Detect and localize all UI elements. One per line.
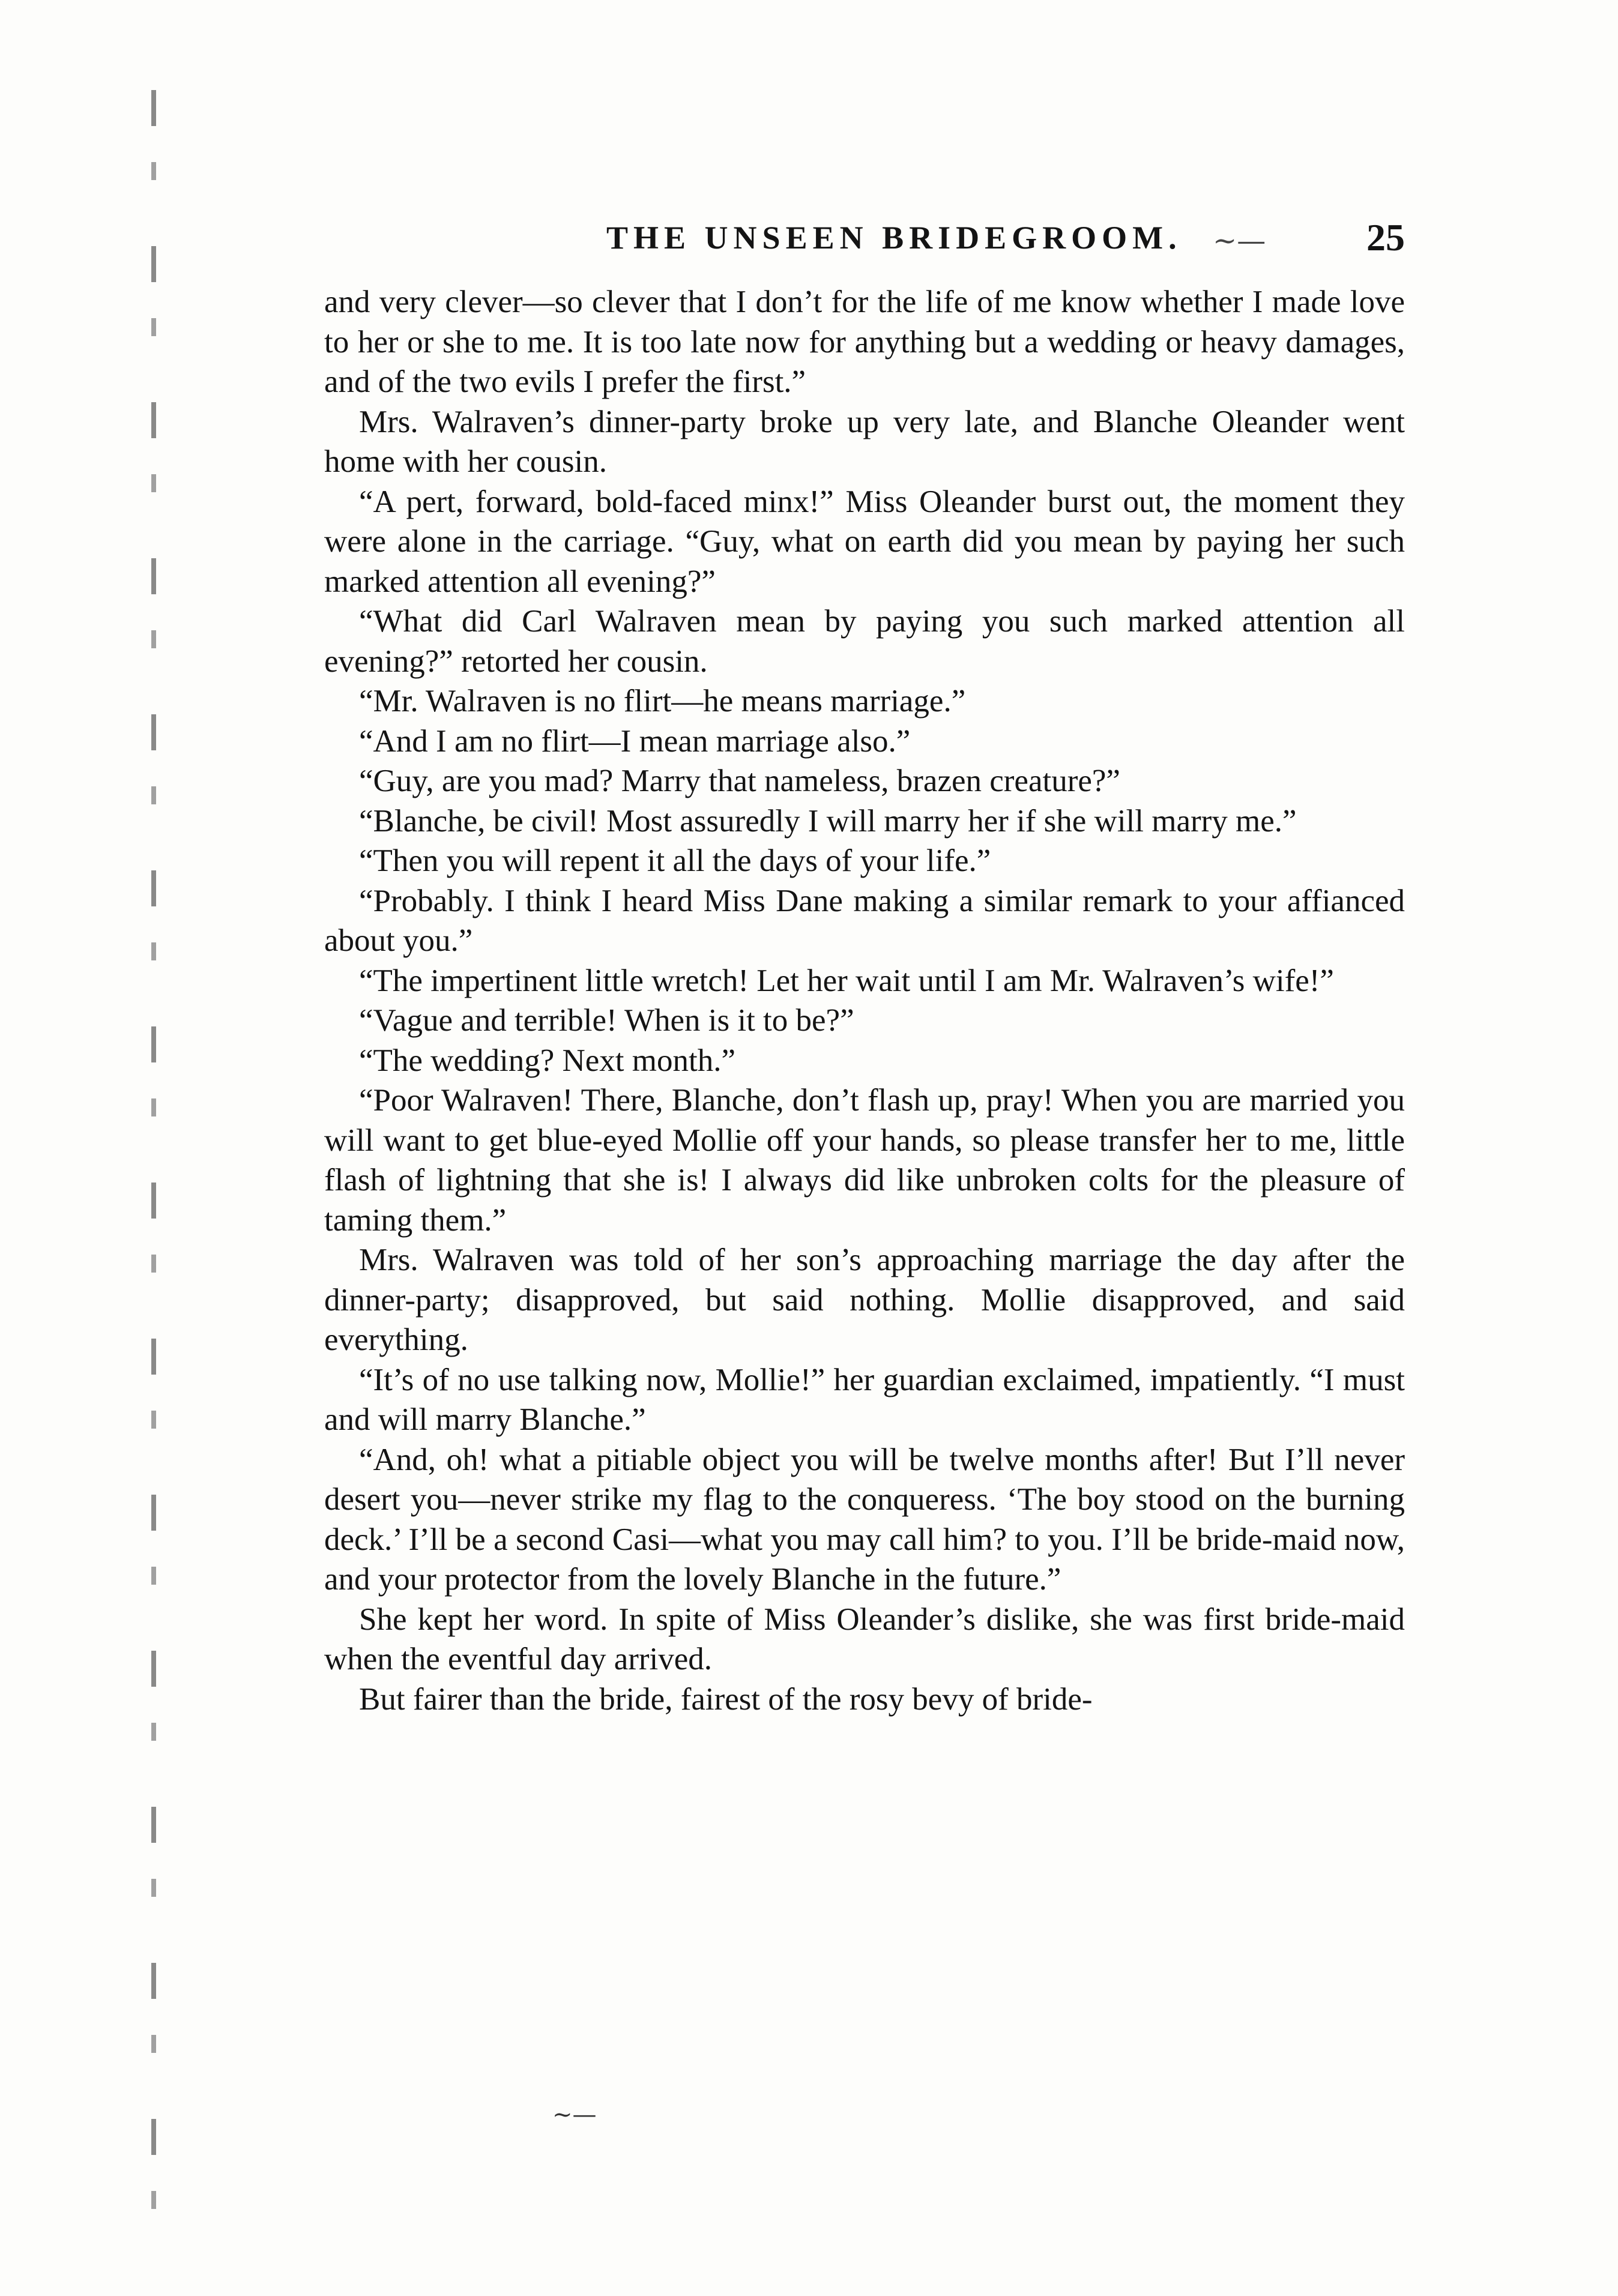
- body-text: [324, 282, 1405, 1719]
- paragraph-14: “Poor Walraven! There, Blanche, don’t flash up, pray! When you are married you will want to get blue-eyed Mollie off your hands, so please transfer her to me, little flash of lightning that she is! I always did like unbroken colts for the pleasure of taming them.”: [324, 1083, 1405, 1238]
- paragraph-2: Mrs. Walraven’s dinner-party broke up very late, and Blanche Oleander went home with her cousin.: [324, 404, 1405, 479]
- page-number: 25: [1366, 216, 1405, 259]
- paragraph-5: “Mr. Walraven is no flirt—he means marriage.”: [359, 684, 966, 719]
- paragraph-10: “Probably. I think I heard Miss Dane making a similar remark to your affianced about you.”: [324, 883, 1405, 958]
- paragraph-16: “It’s of no use talking now, Mollie!” her guardian exclaimed, impatiently. “I must and will marry Blanche.”: [324, 1362, 1405, 1437]
- paragraph-12: “Vague and terrible! When is it to be?”: [359, 1003, 854, 1038]
- ornament-icon: ~—: [1213, 224, 1266, 258]
- paragraph-11: “The impertinent little wretch! Let her wait until I am Mr. Walraven’s wife!”: [359, 963, 1334, 998]
- running-title: THE UNSEEN BRIDEGROOM.: [606, 220, 1182, 256]
- paragraph-17: “And, oh! what a pitiable object you will be twelve months after! But I’ll never desert you—never strike my flag to the conqueress. ‘The boy stood on the burning deck.’ I’ll be a second Casi—what you may call him? to you. I’ll be bride-maid now, and your protector from the lovely Blanche in the future.”: [324, 1442, 1405, 1597]
- paragraph-19: But fairer than the bride, fairest of the rosy bevy of bride-: [359, 1681, 1093, 1717]
- paragraph-4: “What did Carl Walraven mean by paying you such marked attention all evening?” retorted her cousin.: [324, 604, 1405, 679]
- binding-edge: [151, 90, 156, 2251]
- paragraph-9: “Then you will repent it all the days of your life.”: [359, 843, 991, 878]
- paragraph-7: “Guy, are you mad? Marry that nameless, brazen creature?”: [359, 764, 1120, 798]
- paragraph-6: “And I am no flirt—I mean marriage also.”: [359, 723, 911, 759]
- paragraph-13: “The wedding? Next month.”: [359, 1043, 735, 1078]
- paragraph-18: She kept her word. In spite of Miss Oleander’s dislike, she was first bride-maid when the eventful day arrived.: [324, 1601, 1405, 1677]
- running-head: [606, 216, 1405, 267]
- paragraph-8: “Blanche, be civil! Most assuredly I will marry her if she will marry me.”: [359, 803, 1297, 839]
- footer-ornament-icon: ~—: [552, 2101, 597, 2129]
- paragraph-15: Mrs. Walraven was told of her son’s approaching marriage the day after the dinner-party; disapproved, but said nothing. Mollie disapproved, and said everything.: [324, 1243, 1405, 1357]
- paragraph-1: and very clever—so clever that I don’t for the life of me know whether I made love to her or she to me. It is too late now for anything but a wedding or heavy damages, and of the two evils I prefer the first.”: [324, 285, 1405, 399]
- paragraph-3: “A pert, forward, bold-faced minx!” Miss Oleander burst out, the moment they were alone in the carriage. “Guy, what on earth did you mean by paying her such marked attention all evening?”: [324, 484, 1405, 599]
